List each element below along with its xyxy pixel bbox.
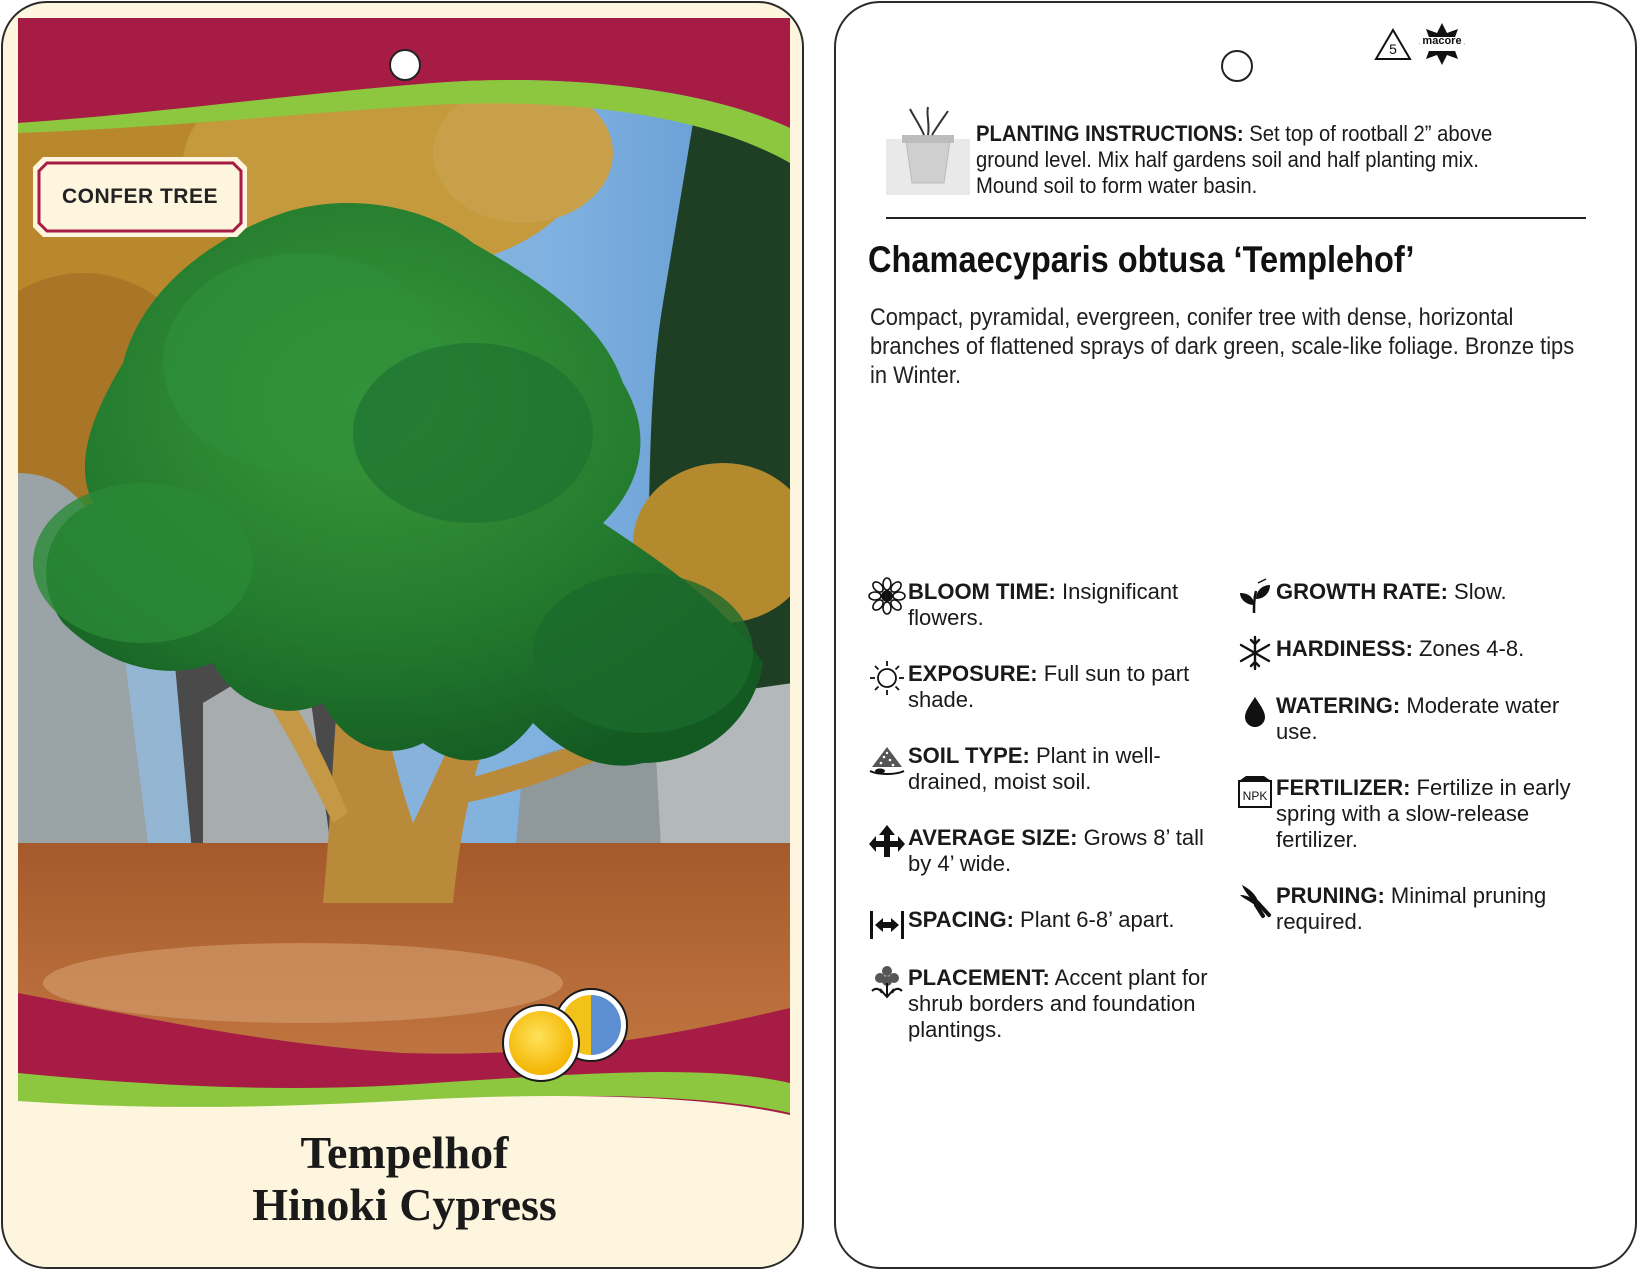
attribute-label: EXPOSURE:: [908, 661, 1038, 686]
full-sun-icon: [503, 1005, 579, 1081]
recycle-number: 5: [1389, 41, 1397, 57]
attribute-pruning: [1236, 883, 1586, 935]
attribute-value: Minimal pruning required.: [1276, 883, 1547, 934]
fertilizer-icon-text: NPK: [1242, 789, 1268, 803]
attribute-label: SOIL TYPE:: [908, 743, 1030, 768]
front-tag: [1, 1, 804, 1269]
planting-label: PLANTING INSTRUCTIONS:: [976, 121, 1244, 146]
attribute-label: PLACEMENT:: [908, 965, 1050, 990]
attribute-value: Zones 4-8.: [1412, 636, 1525, 661]
fertilizer-npk-icon: [1236, 773, 1274, 811]
common-name-line-2: Hinoki Cypress: [252, 1179, 557, 1230]
pot-planting-icon: [886, 105, 976, 197]
macore-text: macore: [1422, 35, 1462, 47]
attribute-hardiness: [1236, 636, 1586, 672]
attribute-fertilizer: [1236, 775, 1586, 853]
attribute-value: Full sun to part shade.: [908, 661, 1190, 712]
sun-icon: [868, 659, 906, 697]
attribute-bloom-time: [868, 579, 1208, 631]
attribute-value: Plant in well-drained, moist soil.: [908, 743, 1161, 794]
common-name: [3, 1127, 804, 1231]
attribute-label: PRUNING:: [1276, 883, 1385, 908]
attribute-spacing: [868, 907, 1208, 943]
category-label: CONFER TREE: [61, 185, 218, 208]
plant-description: Compact, pyramidal, evergreen, conifer tree with dense, horizontal branches of flattened sprays of dark green, scale-like foliage. Bronze tips in Winter.: [870, 304, 1575, 389]
attribute-soil-type: [868, 743, 1208, 795]
exposure-icons: [501, 985, 641, 1085]
attribute-value: Plant 6-8’ apart.: [1013, 907, 1175, 932]
attribute-label: HARDINESS:: [1276, 636, 1413, 661]
divider: [886, 217, 1586, 219]
attribute-average-size: [868, 825, 1208, 877]
attribute-label: AVERAGE SIZE:: [908, 825, 1078, 850]
attribute-value: Grows 8’ tall by 4’ wide.: [908, 825, 1204, 876]
macore-logo: [1416, 21, 1468, 67]
water-drop-icon: [1236, 691, 1274, 729]
attribute-value: Slow.: [1447, 579, 1507, 604]
back-tag: [834, 1, 1637, 1269]
soil-icon: [868, 741, 906, 779]
size-icon: [868, 823, 906, 861]
spacing-icon: [868, 905, 906, 943]
placement-icon: [868, 963, 906, 1001]
planting-text: Set top of rootball 2” above ground level. Mix half gardens soil and half planting mix. Mound soil to form water basin.: [976, 121, 1493, 198]
attribute-label: BLOOM TIME:: [908, 579, 1056, 604]
attribute-label: SPACING:: [908, 907, 1014, 932]
flower-icon: [868, 577, 906, 615]
attribute-label: FERTILIZER:: [1276, 775, 1411, 800]
attribute-value: Fertilize in early spring with a slow-release fertilizer.: [1276, 775, 1571, 852]
sprout-icon: [1236, 577, 1274, 615]
attribute-label: WATERING:: [1276, 693, 1401, 718]
recycle-5-icon: [1373, 27, 1413, 63]
attribute-exposure: [868, 661, 1208, 713]
botanical-name: Chamaecyparis obtusa ‘Templehof’: [868, 239, 1415, 280]
category-badge: [33, 157, 247, 237]
attribute-value: Accent plant for shrub borders and foundation plantings.: [908, 965, 1208, 1042]
attribute-watering: [1236, 693, 1586, 745]
attribute-value: Insignificant flowers.: [908, 579, 1179, 630]
snowflake-icon: [1236, 634, 1274, 672]
attribute-growth-rate: [1236, 579, 1586, 615]
pruning-shears-icon: [1236, 881, 1274, 919]
planting-instructions: [976, 121, 1537, 199]
attribute-label: GROWTH RATE:: [1276, 579, 1448, 604]
attribute-value: Moderate water use.: [1276, 693, 1560, 744]
hang-hole: [1221, 50, 1253, 82]
hang-hole: [389, 49, 421, 81]
attribute-placement: [868, 965, 1208, 1043]
common-name-line-1: Tempelhof: [300, 1127, 509, 1178]
